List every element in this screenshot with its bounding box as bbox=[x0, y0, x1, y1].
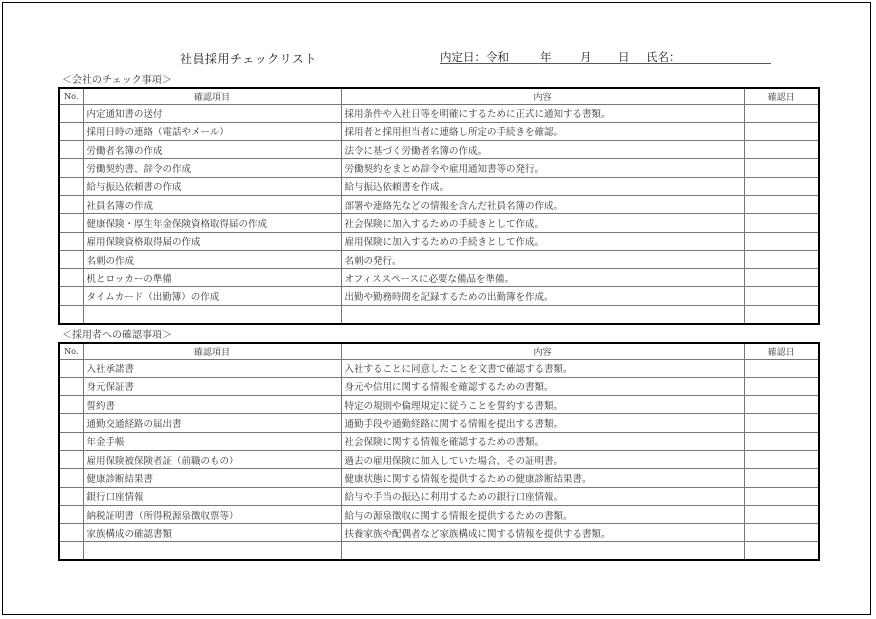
row-content-cell: 健康状態に関する情報を提供するための健康診断結果書。 bbox=[341, 469, 744, 487]
page-title: 社員採用チェックリスト bbox=[180, 52, 317, 66]
table-row bbox=[59, 469, 819, 487]
row-content-cell: 給与の源泉徴収に関する情報を提供するための書類。 bbox=[341, 505, 744, 523]
row-item-cell: 雇用保険資格取得届の作成 bbox=[83, 232, 341, 250]
table-row bbox=[59, 432, 819, 450]
row-item-cell: 労働契約書、辞令の作成 bbox=[83, 159, 341, 177]
row-content-cell: 給与や手当の振込に利用するための銀行口座情報。 bbox=[341, 487, 744, 505]
row-content-cell: 入社することに同意したことを文書で確認する書類。 bbox=[341, 359, 744, 377]
table-row bbox=[59, 177, 819, 195]
row-content-cell: 採用者と採用担当者に連絡し所定の手続きを確認。 bbox=[341, 122, 744, 140]
table-header-row bbox=[59, 88, 819, 104]
row-no-cell bbox=[59, 287, 83, 305]
table-header-row bbox=[59, 343, 819, 359]
column-header-check-date: 確認日 bbox=[744, 88, 819, 104]
table-row bbox=[59, 122, 819, 140]
month-unit: 月 bbox=[580, 50, 592, 64]
table-row bbox=[59, 195, 819, 213]
row-check-date-cell bbox=[744, 524, 819, 542]
row-content-cell: 給与振込依頼書を作成。 bbox=[341, 177, 744, 195]
table-row bbox=[59, 232, 819, 250]
row-item-cell: 家族構成の確認書類 bbox=[83, 524, 341, 542]
row-item-cell: 採用日時の連絡（電話やメール） bbox=[83, 122, 341, 140]
row-check-date-cell bbox=[744, 214, 819, 232]
row-content-cell: 扶養家族や配偶者など家族構成に関する情報を提供する書類。 bbox=[341, 524, 744, 542]
column-header-check-date: 確認日 bbox=[744, 343, 819, 359]
row-content-cell: 社会保険に加入するための手続きとして作成。 bbox=[341, 214, 744, 232]
company-checklist-table bbox=[58, 87, 820, 325]
table-row bbox=[59, 359, 819, 377]
row-check-date-cell bbox=[744, 250, 819, 268]
table-row bbox=[59, 269, 819, 287]
row-no-cell bbox=[59, 305, 83, 323]
row-item-cell: 内定通知書の送付 bbox=[83, 104, 341, 122]
row-item-cell: 年金手帳 bbox=[83, 432, 341, 450]
row-no-cell bbox=[59, 432, 83, 450]
row-content-cell: 社会保険に関する情報を確認するための書類。 bbox=[341, 432, 744, 450]
row-no-cell bbox=[59, 542, 83, 560]
row-item-cell: 社員名簿の作成 bbox=[83, 195, 341, 213]
row-item-cell: 通勤交通経路の届出書 bbox=[83, 414, 341, 432]
row-no-cell bbox=[59, 177, 83, 195]
row-no-cell bbox=[59, 232, 83, 250]
row-content-cell: 部署や連絡先などの情報を含んだ社員名簿の作成。 bbox=[341, 195, 744, 213]
table-row bbox=[59, 396, 819, 414]
row-check-date-cell bbox=[744, 469, 819, 487]
row-check-date-cell bbox=[744, 287, 819, 305]
row-item-cell: 納税証明書（所得税源泉徴収票等） bbox=[83, 505, 341, 523]
employee-checklist-table bbox=[58, 342, 820, 561]
row-content-cell: オフィススペースに必要な備品を準備。 bbox=[341, 269, 744, 287]
row-no-cell bbox=[59, 469, 83, 487]
row-item-cell: 雇用保険被保険者証（前職のもの） bbox=[83, 450, 341, 468]
row-no-cell bbox=[59, 524, 83, 542]
row-no-cell bbox=[59, 487, 83, 505]
row-check-date-cell bbox=[744, 104, 819, 122]
row-check-date-cell bbox=[744, 141, 819, 159]
table-row bbox=[59, 524, 819, 542]
row-check-date-cell bbox=[744, 159, 819, 177]
row-item-cell: 労働者名簿の作成 bbox=[83, 141, 341, 159]
row-check-date-cell bbox=[744, 232, 819, 250]
table-row bbox=[59, 141, 819, 159]
row-item-cell: 入社承諾書 bbox=[83, 359, 341, 377]
company-section-label: ＜会社のチェック事項＞ bbox=[62, 75, 172, 86]
row-content-cell: 雇用保険に加入するための手続きとして作成。 bbox=[341, 232, 744, 250]
row-item-cell: タイムカード（出勤簿）の作成 bbox=[83, 287, 341, 305]
table-row bbox=[59, 159, 819, 177]
table-row bbox=[59, 214, 819, 232]
row-check-date-cell bbox=[744, 177, 819, 195]
row-content-cell: 特定の規則や倫理規定に従うことを誓約する書類。 bbox=[341, 396, 744, 414]
row-no-cell bbox=[59, 122, 83, 140]
table-row bbox=[59, 450, 819, 468]
table-row bbox=[59, 505, 819, 523]
row-no-cell bbox=[59, 195, 83, 213]
row-item-cell: 机とロッカーの準備 bbox=[83, 269, 341, 287]
row-content-cell: 身元や信用に関する情報を確認するための書類。 bbox=[341, 377, 744, 395]
row-content-cell: 法令に基づく労働者名簿の作成。 bbox=[341, 141, 744, 159]
column-header-content: 内容 bbox=[341, 343, 744, 359]
row-check-date-cell bbox=[744, 396, 819, 414]
row-content-cell: 通勤手段や通勤経路に関する情報を提出する書類。 bbox=[341, 414, 744, 432]
row-item-cell: 名刺の作成 bbox=[83, 250, 341, 268]
table-row bbox=[59, 287, 819, 305]
row-check-date-cell bbox=[744, 359, 819, 377]
row-item-cell: 健康保険・厚生年金保険資格取得届の作成 bbox=[83, 214, 341, 232]
row-item-cell: 銀行口座情報 bbox=[83, 487, 341, 505]
row-no-cell bbox=[59, 104, 83, 122]
table-row bbox=[59, 542, 819, 560]
row-content-cell: 採用条件や入社日等を明確にするために正式に通知する書類。 bbox=[341, 104, 744, 122]
column-header-item: 確認項目 bbox=[83, 343, 341, 359]
column-header-content: 内容 bbox=[341, 88, 744, 104]
offer-date-label: 内定日：令和 bbox=[440, 50, 509, 64]
row-content-cell bbox=[341, 542, 744, 560]
row-no-cell bbox=[59, 377, 83, 395]
row-check-date-cell bbox=[744, 122, 819, 140]
row-no-cell bbox=[59, 159, 83, 177]
employee-section-label: ＜採用者への確認事項＞ bbox=[62, 330, 172, 341]
row-item-cell: 誓約書 bbox=[83, 396, 341, 414]
row-content-cell: 名刺の発行。 bbox=[341, 250, 744, 268]
table-row bbox=[59, 414, 819, 432]
row-check-date-cell bbox=[744, 414, 819, 432]
name-label: 氏名： bbox=[646, 50, 681, 64]
row-item-cell: 給与振込依頼書の作成 bbox=[83, 177, 341, 195]
row-no-cell bbox=[59, 396, 83, 414]
row-no-cell bbox=[59, 141, 83, 159]
row-content-cell bbox=[341, 305, 744, 323]
day-unit: 日 bbox=[618, 50, 630, 64]
row-check-date-cell bbox=[744, 505, 819, 523]
row-item-cell bbox=[83, 542, 341, 560]
column-header-no: No. bbox=[59, 343, 83, 359]
row-check-date-cell bbox=[744, 450, 819, 468]
row-check-date-cell bbox=[744, 432, 819, 450]
row-content-cell: 過去の雇用保険に加入していた場合、その証明書。 bbox=[341, 450, 744, 468]
column-header-no: No. bbox=[59, 88, 83, 104]
row-item-cell: 身元保証書 bbox=[83, 377, 341, 395]
row-item-cell: 健康診断結果書 bbox=[83, 469, 341, 487]
row-check-date-cell bbox=[744, 487, 819, 505]
row-check-date-cell bbox=[744, 269, 819, 287]
row-no-cell bbox=[59, 214, 83, 232]
table-row bbox=[59, 305, 819, 323]
row-no-cell bbox=[59, 359, 83, 377]
row-content-cell: 労働契約をまとめ辞令や雇用通知書等の発行。 bbox=[341, 159, 744, 177]
row-item-cell bbox=[83, 305, 341, 323]
row-no-cell bbox=[59, 450, 83, 468]
table-row bbox=[59, 104, 819, 122]
table-row bbox=[59, 487, 819, 505]
row-check-date-cell bbox=[744, 542, 819, 560]
offer-date-name-line bbox=[440, 49, 771, 64]
row-no-cell bbox=[59, 414, 83, 432]
row-no-cell bbox=[59, 269, 83, 287]
row-check-date-cell bbox=[744, 195, 819, 213]
column-header-item: 確認項目 bbox=[83, 88, 341, 104]
row-check-date-cell bbox=[744, 377, 819, 395]
table-row bbox=[59, 377, 819, 395]
row-no-cell bbox=[59, 250, 83, 268]
table-row bbox=[59, 250, 819, 268]
year-unit: 年 bbox=[540, 50, 552, 64]
row-no-cell bbox=[59, 505, 83, 523]
row-content-cell: 出勤や勤務時間を記録するための出勤簿を作成。 bbox=[341, 287, 744, 305]
row-check-date-cell bbox=[744, 305, 819, 323]
